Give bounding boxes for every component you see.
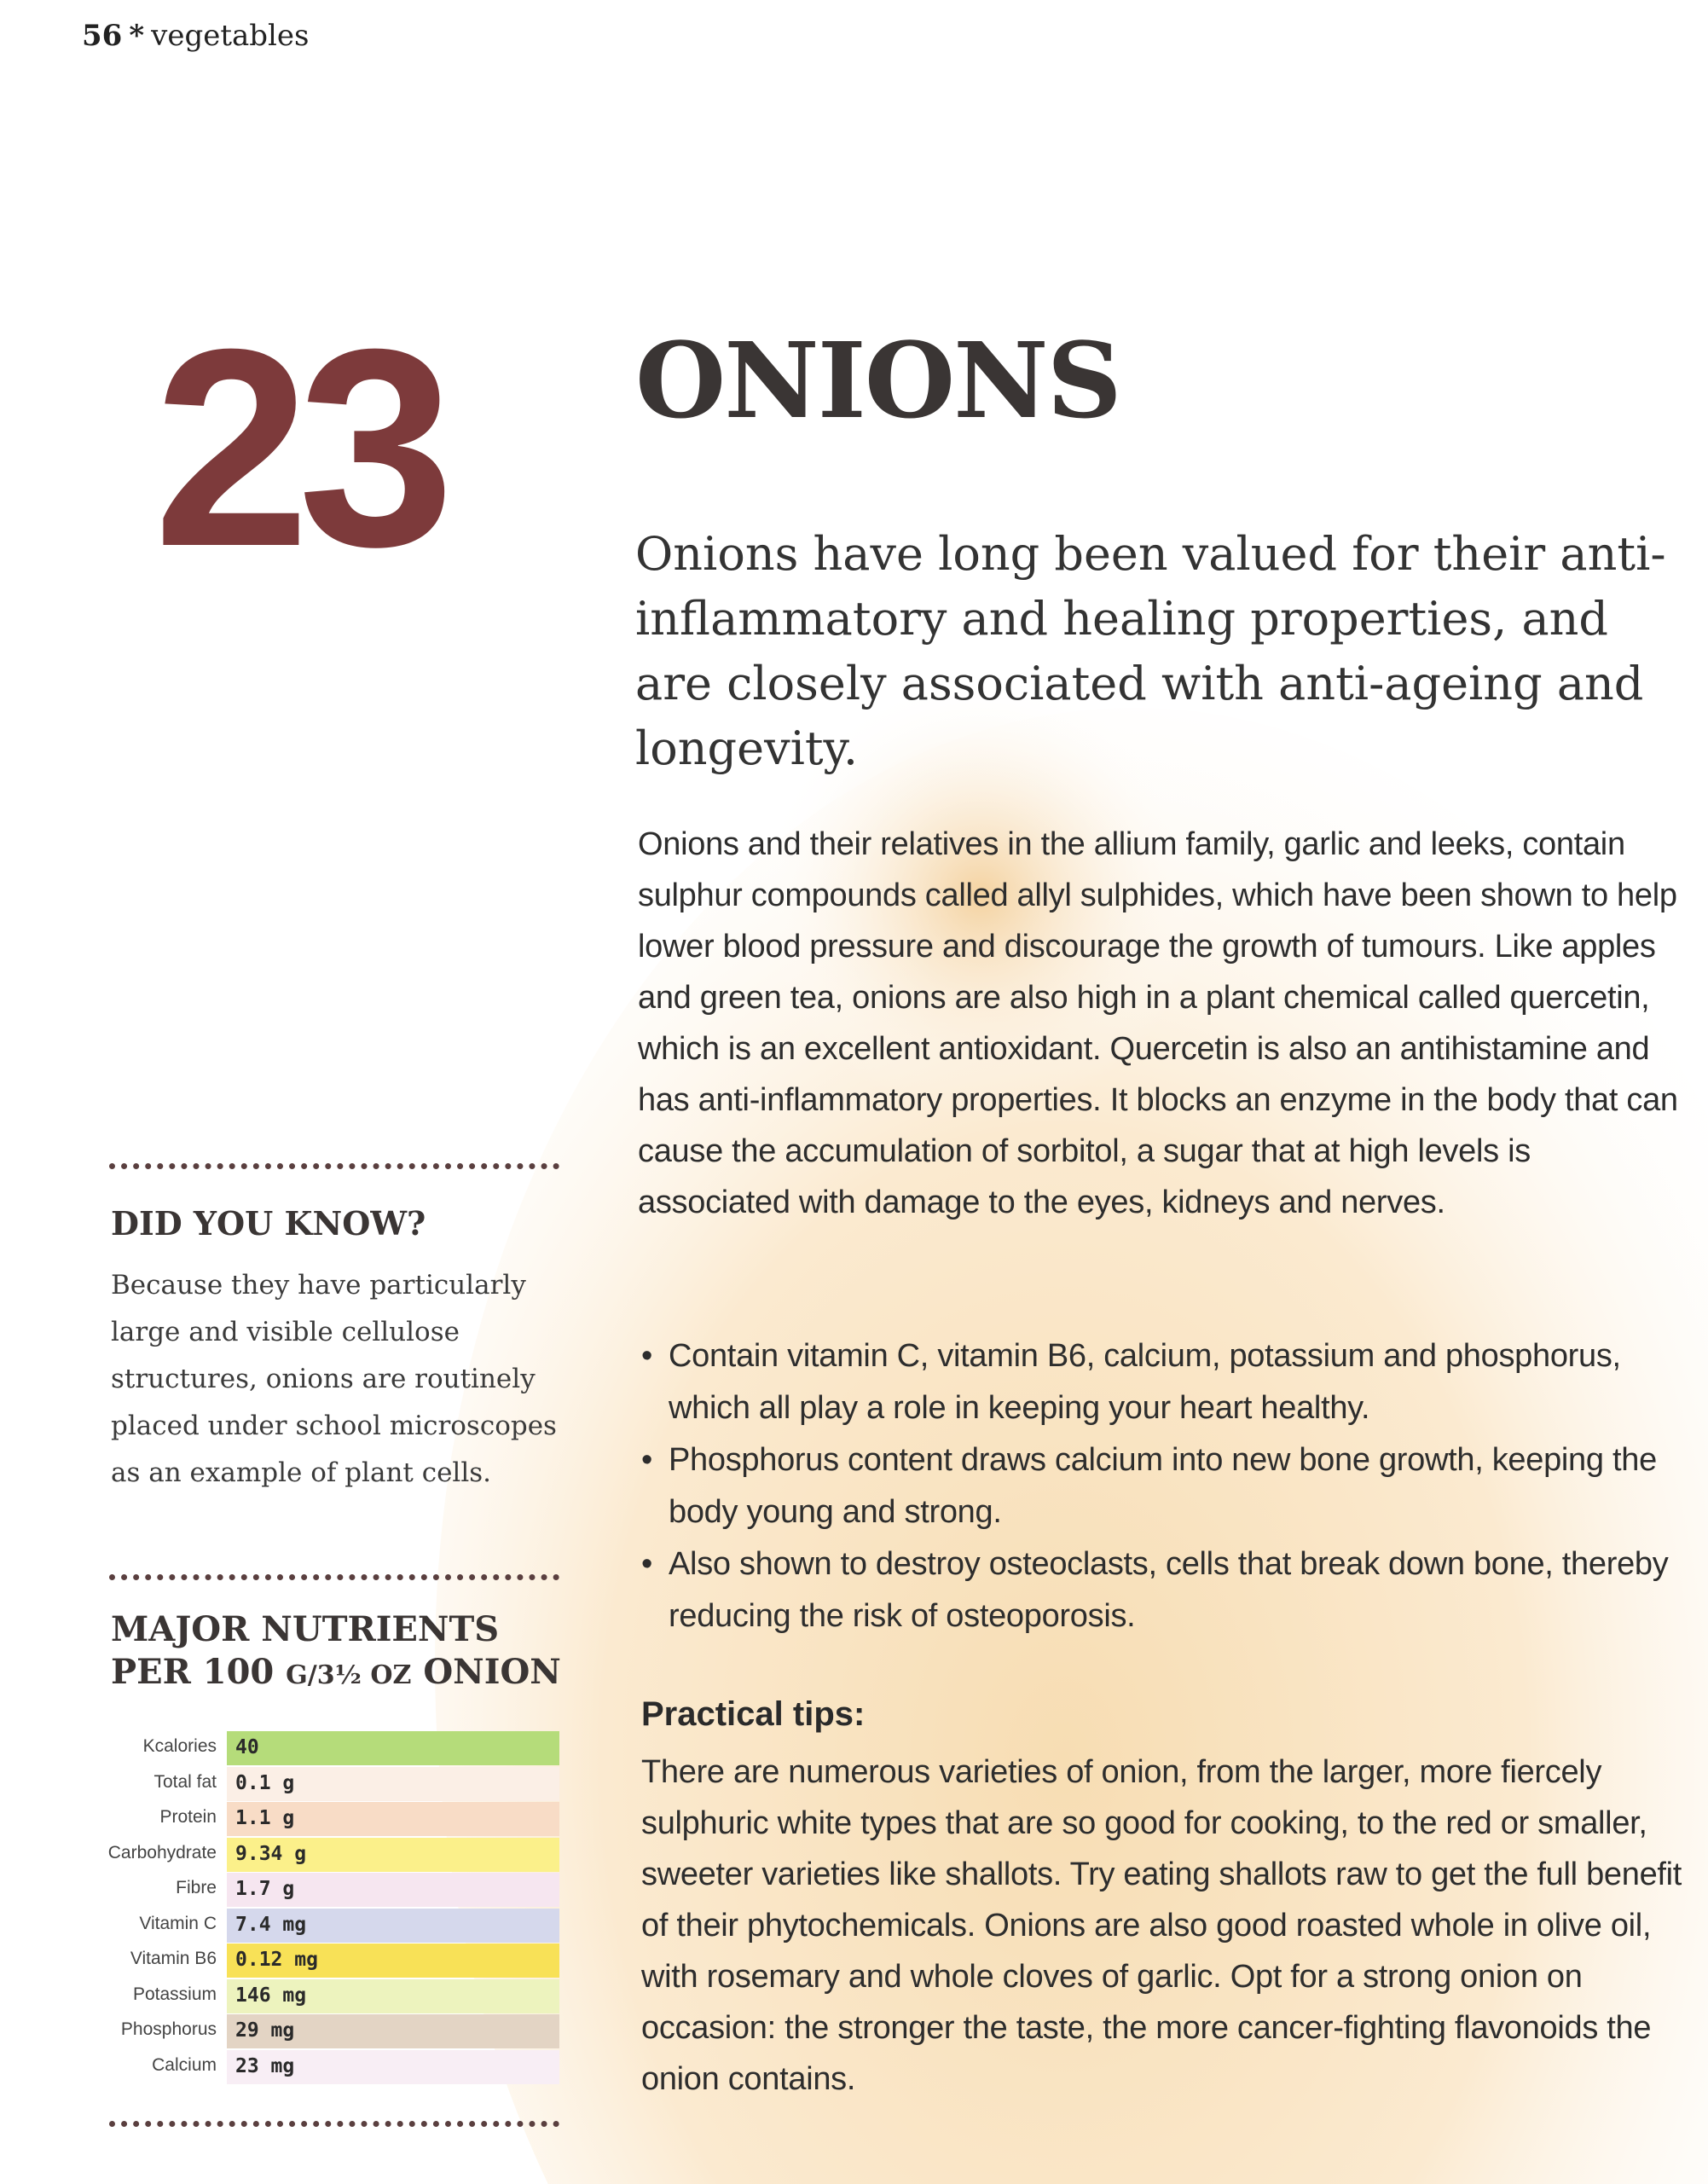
list-item-text: Contain vitamin C, vitamin B6, calcium, potassium and phosphorus, which all play a role in keeping your heart healthy. bbox=[669, 1338, 1621, 1426]
nutrients-heading-unit: G/3½ OZ bbox=[286, 1660, 412, 1690]
body-paragraph: Onions and their relatives in the allium family, garlic and leeks, contain sulphur compounds called allyl sulphides, which have been shown to help lower blood pressure and discourage the growth of tumours. Like apples and green tea, onions are also high in a plant chemical called quercetin, which is an excellent antioxidant. Quercetin is also an antihistamine and has anti-inflammatory properties. It blocks an enzyme in the body that can cause the accumulation of sorbitol, a sugar that at high levels is associated with damage to the eyes, kidneys and nerves. bbox=[638, 826, 1678, 1220]
running-head bbox=[82, 19, 309, 53]
nutrient-label: Carbohydrate bbox=[107, 1842, 217, 1862]
list-item bbox=[638, 1538, 1687, 1642]
page-title: ONIONS bbox=[635, 319, 1120, 442]
nutrient-row bbox=[101, 1909, 559, 1944]
nutrient-label: Calcium bbox=[152, 2054, 217, 2075]
separator-asterisk: * bbox=[129, 19, 145, 53]
nutrient-value: 0.1 g bbox=[235, 1771, 295, 1794]
nutrient-row bbox=[101, 1873, 559, 1909]
dotted-divider bbox=[109, 1574, 559, 1580]
dotted-divider bbox=[109, 1163, 559, 1169]
bullet-icon: • bbox=[641, 1338, 653, 1374]
list-item bbox=[638, 1434, 1687, 1538]
nutrients-heading bbox=[111, 1608, 588, 1697]
nutrient-value: 146 mg bbox=[235, 1984, 307, 2007]
nutrient-table bbox=[101, 1731, 559, 2085]
nutrients-heading-line1: MAJOR NUTRIENTS bbox=[111, 1609, 500, 1649]
benefits-list bbox=[638, 1330, 1687, 1642]
nutrient-row bbox=[101, 1979, 559, 2015]
nutrient-label: Protein bbox=[159, 1807, 217, 1827]
nutrient-row bbox=[101, 1944, 559, 1979]
nutrient-value: 0.12 mg bbox=[235, 1949, 318, 1971]
nutrient-label: Phosphorus bbox=[120, 2019, 217, 2039]
intro-paragraph: Onions have long been valued for their anti-inflammatory and healing properties, and are closely associated with anti-ageing and longevity. bbox=[635, 527, 1666, 775]
nutrient-label: Vitamin B6 bbox=[130, 1949, 217, 1968]
practical-tips-text: There are numerous varieties of onion, from the larger, more fiercely sulphuric white types that are so good for cooking, to the red or smaller, sweeter varieties like shallots. Try eating shallots raw to get the full benefit of their phytochemicals. Onions are also good roasted whole in olive oil, with rosemary and whole cloves of garlic. Opt for a strong onion on occasion: the stronger the taste, the more cancer-fighting flavonoids the onion contains. bbox=[641, 1754, 1682, 2097]
nutrient-label: Kcalories bbox=[142, 1736, 217, 1756]
nutrient-row bbox=[101, 1731, 559, 1767]
nutrient-value: 9.34 g bbox=[235, 1842, 307, 1865]
nutrient-label: Fibre bbox=[176, 1878, 217, 1897]
nutrient-value: 40 bbox=[235, 1736, 259, 1758]
bullet-icon: • bbox=[641, 1442, 653, 1478]
nutrient-value: 7.4 mg bbox=[235, 1913, 307, 1936]
did-you-know-text: Because they have particularly large and visible cellulose structures, onions are routinely placed under school microscopes as an example of plant cells. bbox=[111, 1270, 557, 1488]
nutrient-value: 23 mg bbox=[235, 2054, 295, 2077]
nutrient-value: 29 mg bbox=[235, 2019, 295, 2042]
nutrient-label: Total fat bbox=[153, 1771, 217, 1792]
list-item-text: Also shown to destroy osteoclasts, cells that break down bone, thereby reducing the risk of osteoporosis. bbox=[669, 1546, 1669, 1634]
nutrient-row bbox=[101, 1838, 559, 1874]
dotted-divider bbox=[109, 2121, 559, 2127]
list-item bbox=[638, 1330, 1687, 1434]
practical-tips-heading: Practical tips: bbox=[641, 1695, 866, 1733]
nutrient-row bbox=[101, 2014, 559, 2050]
bullet-icon: • bbox=[641, 1546, 653, 1582]
list-item-text: Phosphorus content draws calcium into new bone growth, keeping the body young and strong. bbox=[669, 1442, 1657, 1530]
nutrients-heading-food: ONION bbox=[423, 1652, 561, 1692]
nutrient-value: 1.7 g bbox=[235, 1878, 295, 1900]
nutrient-row bbox=[101, 1802, 559, 1838]
nutrient-value: 1.1 g bbox=[235, 1807, 295, 1829]
section-name: vegetables bbox=[151, 19, 310, 53]
nutrient-bar bbox=[227, 1731, 559, 1765]
chapter-number: 23 bbox=[153, 290, 443, 605]
page-number: 56 bbox=[82, 19, 123, 53]
nutrient-label: Vitamin C bbox=[139, 1913, 217, 1933]
nutrient-row bbox=[101, 2050, 559, 2086]
did-you-know-heading: DID YOU KNOW? bbox=[111, 1204, 426, 1243]
nutrient-row bbox=[101, 1767, 559, 1803]
nutrients-heading-per: PER 100 bbox=[111, 1652, 275, 1692]
nutrient-label: Potassium bbox=[132, 1984, 217, 2004]
